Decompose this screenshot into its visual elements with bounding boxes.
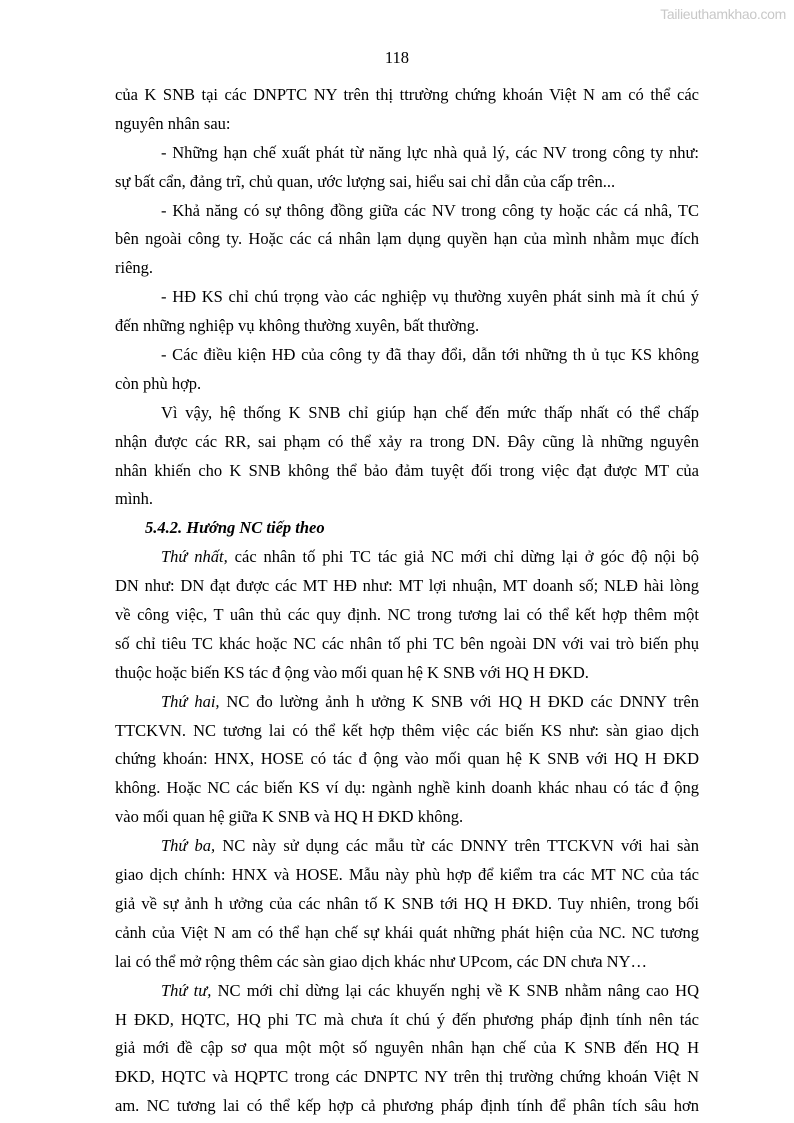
- document-body: [115, 81, 699, 1121]
- paragraph-lead: Thứ tư,: [161, 980, 212, 1000]
- text-line: DN như: DN đạt được các MT HĐ như: MT lợi nhuận, MT doanh số; NLĐ hài lòng: [115, 576, 699, 596]
- page-number: 118: [384, 48, 410, 67]
- text-line: H ĐKD, HQTC, HQ phi TC mà chưa ít chú ý đến phương pháp định tính nên tác: [115, 1009, 699, 1029]
- text-line: nhận được các RR, sai phạm có thể xảy ra trong DN. Đây cũng là những nguyên: [115, 431, 699, 451]
- text-line: số chỉ tiêu TC khác hoặc NC các nhân tố phi TC bên ngoài DN với vai trò biến phụ: [115, 633, 699, 653]
- text-line: am. NC tương lai có thể kếp hợp cả phương pháp định tính để phân tích sâu hơn: [115, 1096, 699, 1116]
- text-line: ĐKD, HQTC và HQPTC trong các DNPTC NY trên thị trường chứng khoán Việt N: [115, 1067, 699, 1087]
- bullet-line: - Các điều kiện HĐ của công ty đã thay đổi, dẫn tới những th ủ tục KS không: [161, 345, 699, 365]
- text-line: nguyên nhân sau:: [115, 113, 231, 133]
- text-line: của K SNB tại các DNPTC NY trên thị ttrường chứng khoán Việt N am có thể các: [115, 85, 699, 104]
- paragraph-first-line: [115, 977, 699, 1006]
- text-line: giả mới đề cập sơ qua một một số nguyên nhân hạn chế của K SNB đến HQ H: [115, 1038, 699, 1058]
- text-line: không. Hoặc NC các biến KS ví dụ: ngành nghề kinh doanh khác nhau có tác đ ộng: [115, 778, 699, 798]
- paragraph-first-line: [115, 543, 699, 572]
- paragraph-lead: Thứ hai,: [161, 691, 220, 711]
- bullet-line: - Khả năng có sự thông đồng giữa các NV trong công ty hoặc các cá nhâ, TC: [161, 200, 699, 220]
- text-line: chứng khoán: HNX, HOSE có tác đ ộng vào mối quan hệ K SNB với HQ H ĐKD: [115, 749, 699, 769]
- text-line: riêng.: [115, 258, 154, 278]
- text-line: cảnh của Việt N am có thể hạn chế sự khái quát những phát hiện của NC. NC tương: [115, 922, 699, 942]
- watermark: Tailieuthamkhao.com: [660, 6, 786, 22]
- text-line: giả về sự ảnh h ưởng của các nhân tố K SNB tới HQ H ĐKD. Tuy nhiên, trong bối: [115, 893, 699, 913]
- paragraph-first-line: [115, 832, 699, 861]
- section-heading: 5.4.2. Hướng NC tiếp theo: [145, 518, 325, 538]
- text-line: TTCKVN. NC tương lai có thể kết hợp thêm việc các biến KS như: sàn giao dịch: [115, 720, 699, 740]
- text-line: nhân khiến cho K SNB không thể bảo đảm tuyệt đối trong việc đạt được MT của: [115, 460, 699, 480]
- bullet-line: - HĐ KS chỉ chú trọng vào các nghiệp vụ thường xuyên phát sinh mà ít chú ý: [161, 287, 699, 307]
- text-line: về công việc, T uân thủ các quy định. NC trong tương lai có thể kết hợp thêm một: [115, 605, 699, 625]
- text-line: giao dịch chính: HNX và HOSE. Mẫu này phù hợp để kiểm tra các MT NC của tác: [115, 865, 699, 885]
- paragraph-lead: Thứ nhất,: [161, 547, 228, 567]
- text-line: sự bất cẩn, đảng trĩ, chủ quan, ước lượng sai, hiểu sai chỉ dẫn của cấp trên...: [115, 171, 616, 191]
- text-line: mình.: [115, 489, 154, 509]
- text-line: Vì vậy, hệ thống K SNB chỉ giúp hạn chế đến mức thấp nhất có thể chấp: [161, 402, 699, 422]
- paragraph-text: các nhân tố phi TC tác giả NC mới chỉ dừng lại ở góc độ nội bộ: [227, 547, 699, 567]
- text-line: vào mối quan hệ giữa K SNB và HQ H ĐKD không.: [115, 807, 464, 827]
- paragraph-text: NC này sử dụng các mẫu từ các DNNY trên TTCKVN với hai sàn: [215, 836, 699, 856]
- paragraph-text: NC đo lường ảnh h ưởng K SNB với HQ H ĐKD các DNNY trên: [219, 691, 699, 711]
- text-line: bên ngoài công ty. Hoặc các cá nhân lạm dụng quyền hạn của mình nhằm mục đích: [115, 229, 699, 249]
- text-line: lai có thể mở rộng thêm các sàn giao dịch khác như UPcom, các DN chưa NY…: [115, 951, 647, 971]
- paragraph-text: NC mới chỉ dừng lại các khuyến nghị về K SNB nhằm nâng cao HQ: [211, 980, 699, 1000]
- paragraph-lead: Thứ ba,: [161, 836, 216, 856]
- text-line: còn phù hợp.: [115, 373, 202, 393]
- text-line: thuộc hoặc biến KS tác đ ộng vào mối quan hệ K SNB với HQ H ĐKD.: [115, 662, 589, 682]
- paragraph-first-line: [115, 688, 699, 717]
- text-line: đến những nghiệp vụ không thường xuyên, bất thường.: [115, 316, 480, 336]
- bullet-line: - Những hạn chế xuất phát từ năng lực nhà quả lý, các NV trong công ty như:: [161, 142, 699, 162]
